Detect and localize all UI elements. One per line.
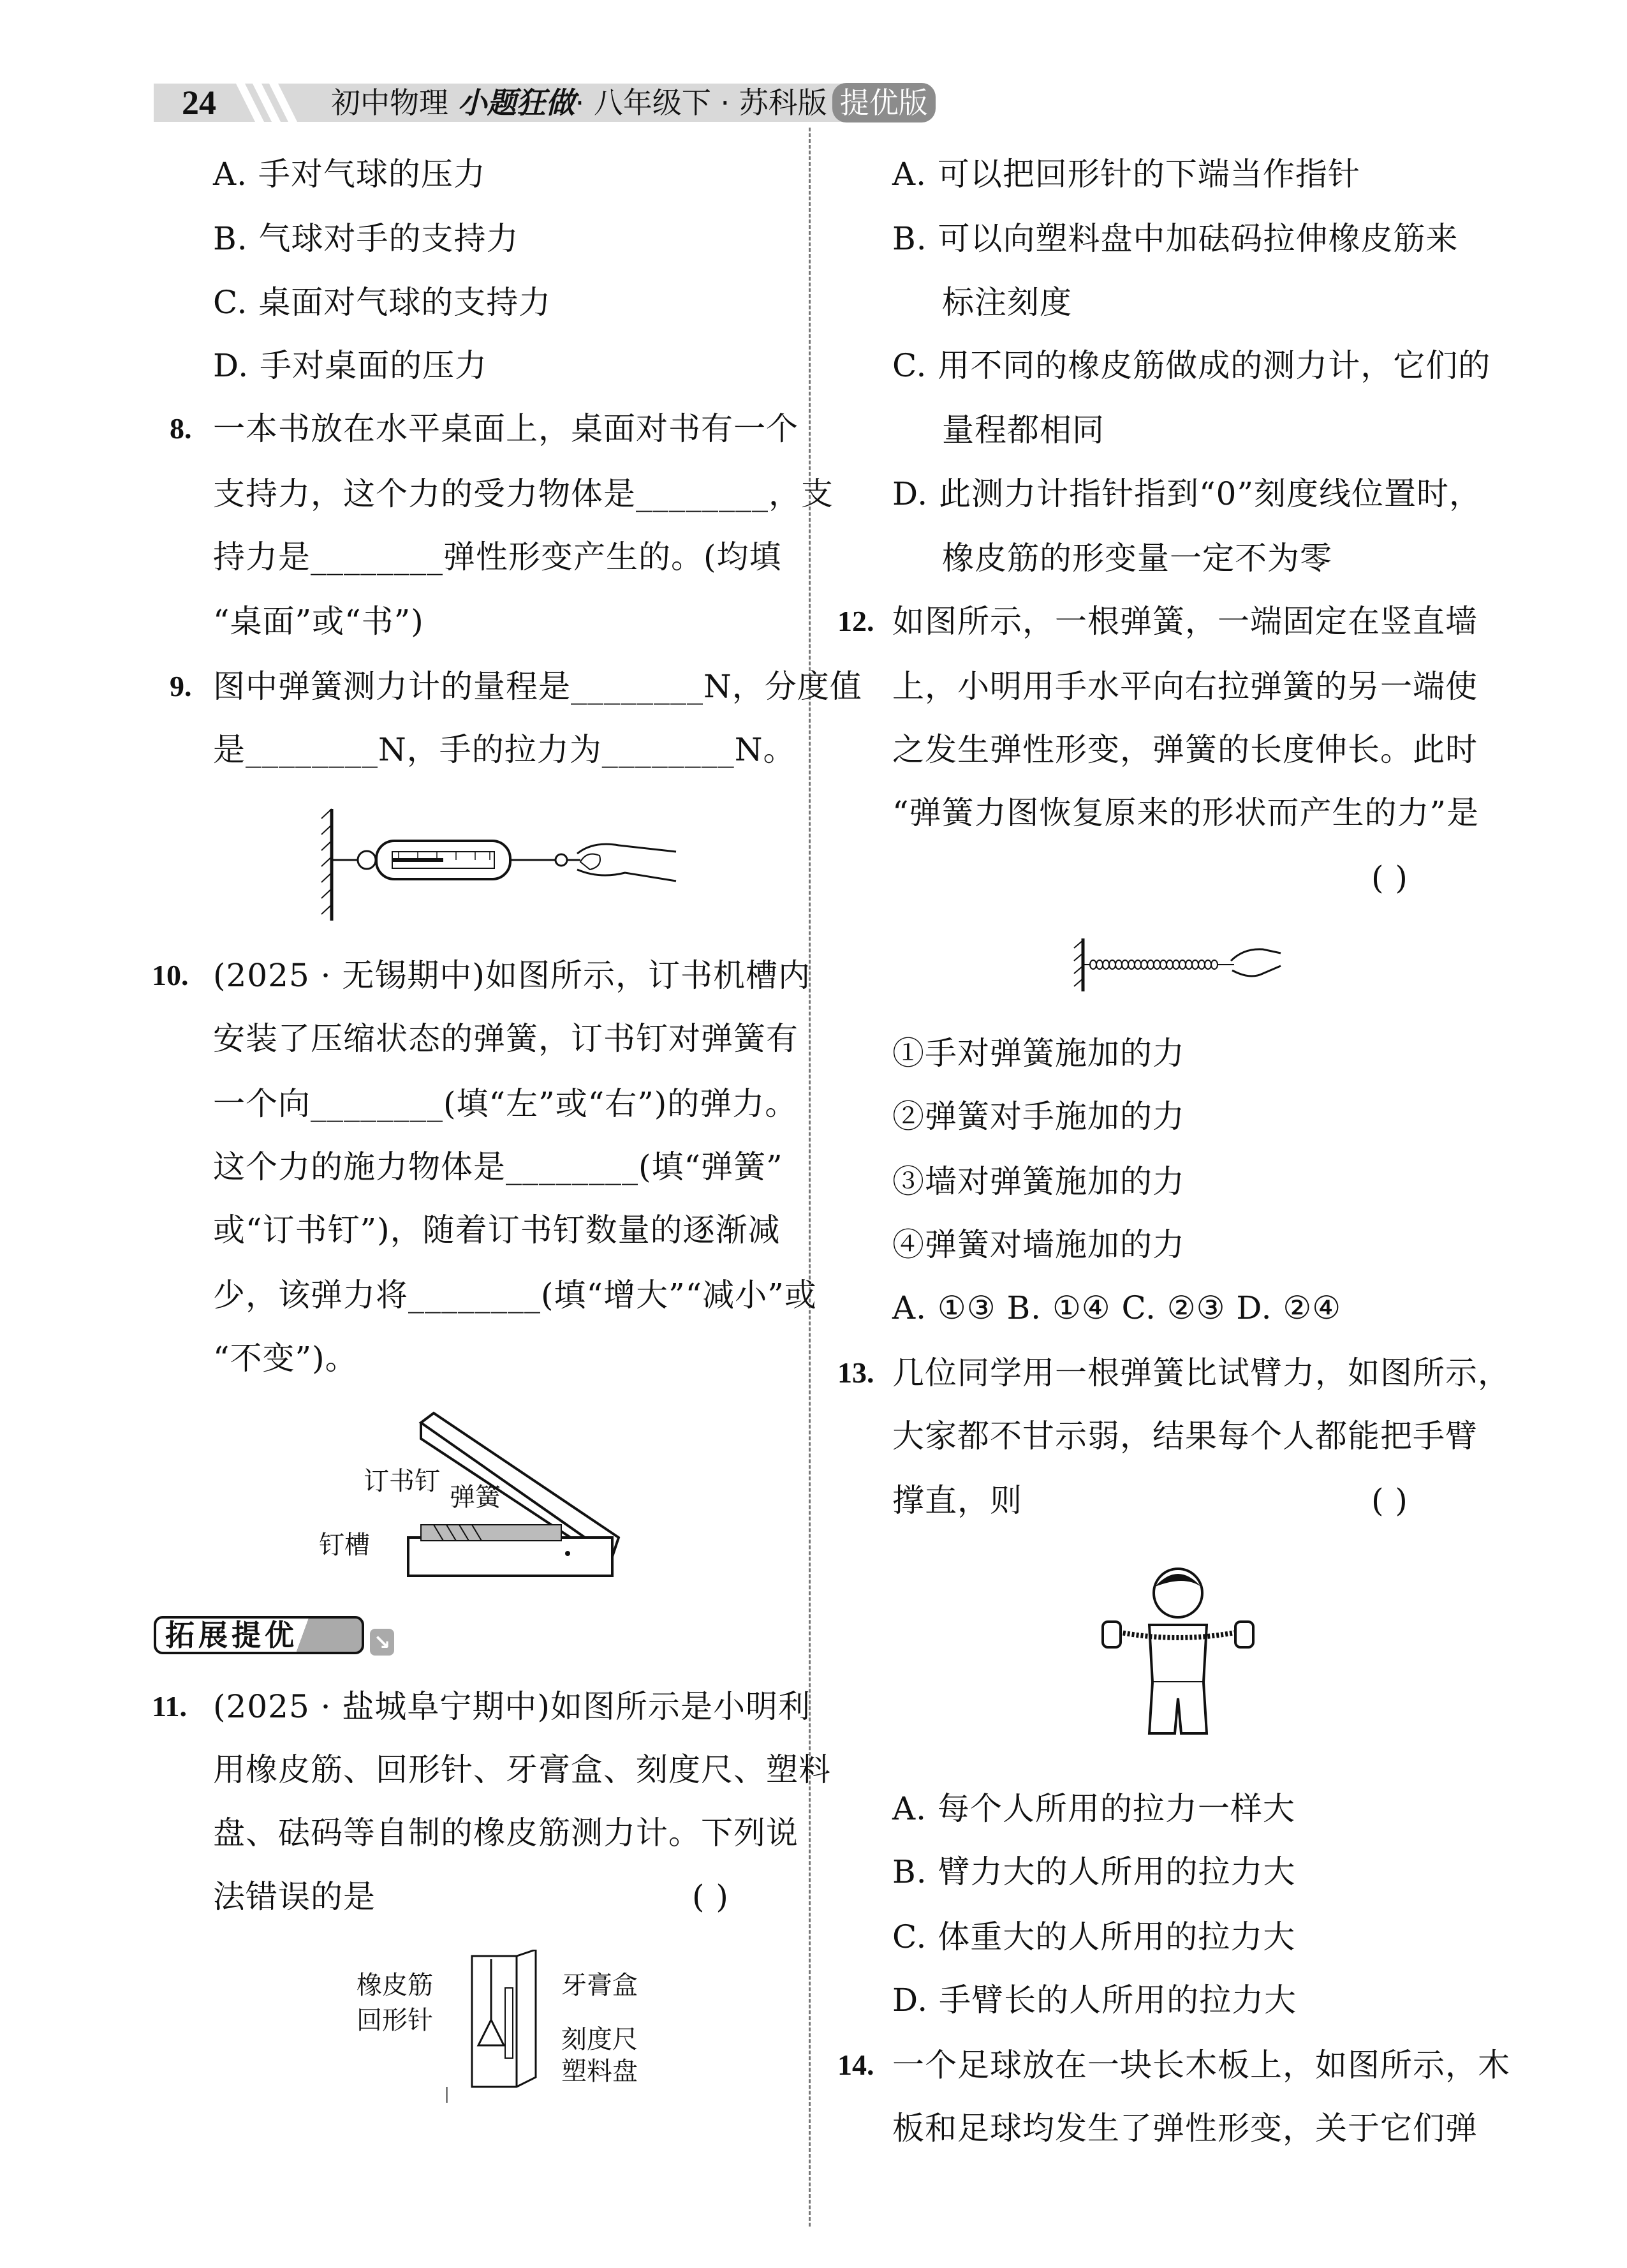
question-text: 一本书放在水平桌面上，桌面对书有一个	[213, 410, 799, 447]
label-paper-clip: 回形针	[357, 2006, 433, 2035]
question-text: 用橡皮筋、回形针、牙膏盒、刻度尺、塑料	[213, 1751, 831, 1788]
statement-4: ④弹簧对墙施加的力	[892, 1226, 1185, 1263]
label-staple: 订书钉	[364, 1467, 440, 1496]
question-text: 持力是________弹性形变产生的。(均填	[213, 538, 782, 575]
option-b: B. 可以向塑料盘中加砝码拉伸橡皮筋来	[892, 220, 1459, 257]
question-number: 14.	[837, 2049, 874, 2081]
option-b: B. 气球对手的支持力	[213, 220, 519, 257]
option-c: C. 桌面对气球的支持力	[213, 284, 552, 321]
answer-paren: ( )	[692, 1878, 729, 1915]
option-a: A. 可以把回形针的下端当作指针	[892, 156, 1360, 193]
arrow-icon: ↘	[370, 1629, 394, 1656]
grade: · 八年级下 · 苏科版	[575, 85, 827, 120]
wall-spring-figure	[1071, 935, 1282, 994]
question-text: 大家都不甘示弱，结果每个人都能把手臂	[892, 1418, 1478, 1455]
option-c: C. 用不同的橡皮筋做成的测力计，它们的	[892, 347, 1491, 384]
question-number: 10.	[152, 959, 189, 991]
question-text: 支持力，这个力的受力物体是________，支	[213, 475, 834, 512]
question-text: 板和足球均发生了弹性形变，关于它们弹	[892, 2110, 1478, 2147]
page-number: 24	[182, 84, 216, 122]
question-text: (2025 · 盐城阜宁期中)如图所示是小明利	[213, 1688, 811, 1725]
label-toothpaste-box: 牙膏盒	[561, 1971, 638, 2000]
option-d: D. 手臂长的人所用的拉力大	[892, 1982, 1297, 2019]
option-c: C. 体重大的人所用的拉力大	[892, 1918, 1296, 1955]
question-text: 一个足球放在一块长木板上，如图所示，木	[892, 2047, 1510, 2084]
question-text: 一个向________(填“左”或“右”)的弹力。	[213, 1085, 798, 1122]
option-d-cont: 橡皮筋的形变量一定不为零	[942, 540, 1332, 577]
question-text: 图中弹簧测力计的量程是________N，分度值	[213, 668, 862, 705]
option-b: B. 臂力大的人所用的拉力大	[892, 1853, 1296, 1890]
label-spring: 弹簧	[450, 1483, 501, 1512]
label-plastic-tray: 塑料盘	[561, 2057, 638, 2086]
question-text: 安装了压缩状态的弹簧，订书钉对弹簧有	[213, 1020, 799, 1057]
option-c-cont: 量程都相同	[942, 411, 1105, 448]
column-divider	[809, 128, 811, 2227]
option-a: A. 手对气球的压力	[213, 156, 486, 193]
statement-3: ③墙对弹簧施加的力	[892, 1163, 1185, 1200]
stapler-figure	[395, 1410, 625, 1585]
question-number: 11.	[152, 1690, 187, 1723]
subject: 初中物理	[331, 85, 448, 120]
statement-2: ②弹簧对手施加的力	[892, 1098, 1185, 1135]
label-slot: 钉槽	[319, 1531, 370, 1560]
brand-logo: 小题狂做	[457, 85, 575, 120]
question-number: 13.	[837, 1356, 874, 1389]
question-number: 12.	[837, 605, 874, 637]
question-text: 撑直，则	[892, 1482, 1022, 1519]
option-a: A. 每个人所用的拉力一样大	[892, 1790, 1295, 1827]
header-title	[331, 83, 936, 122]
question-text: 上，小明用手水平向右拉弹簧的另一端使	[892, 668, 1478, 705]
question-text: 或“订书钉”)，随着订书钉数量的逐渐减	[213, 1212, 781, 1249]
question-text: 几位同学用一根弹簧比试臂力，如图所示，	[892, 1354, 1510, 1391]
q12-options: A. ①③ B. ①④ C. ②③ D. ②④	[892, 1289, 1342, 1326]
statement-1: ①手对弹簧施加的力	[892, 1035, 1185, 1072]
question-text: 是________N，手的拉力为________N。	[213, 731, 796, 768]
question-number: 9.	[170, 670, 192, 702]
answer-paren: ( )	[1371, 859, 1408, 896]
question-text: “桌面”或“书”)	[213, 603, 424, 640]
label-rubber-band: 橡皮筋	[357, 1971, 433, 2000]
option-d: D. 手对桌面的压力	[213, 347, 488, 384]
header-stripes	[236, 84, 313, 122]
rubber-band-scale-figure	[446, 1950, 555, 2103]
question-text: 少，该弹力将________(填“增大”“减小”或	[213, 1277, 817, 1314]
spring-scale-figure	[319, 806, 682, 924]
label-ruler: 刻度尺	[561, 2025, 638, 2054]
option-d: D. 此测力计指针指到“0”刻度线位置时，	[892, 475, 1482, 512]
question-number: 8.	[170, 412, 192, 445]
option-b-cont: 标注刻度	[942, 284, 1072, 321]
question-text: 法错误的是	[213, 1878, 376, 1915]
section-badge: 拓展提优	[154, 1616, 364, 1654]
question-text: 这个力的施力物体是________(填“弹簧”	[213, 1148, 783, 1185]
question-text: “不变”)。	[213, 1340, 358, 1377]
question-text: 盘、砝码等自制的橡皮筋测力计。下列说	[213, 1814, 799, 1851]
question-text: 之发生弹性形变，弹簧的长度伸长。此时	[892, 731, 1478, 768]
edition-badge: 提优版	[832, 83, 936, 122]
question-text: “弹簧力图恢复原来的形状而产生的力”是	[892, 794, 1480, 831]
answer-paren: ( )	[1371, 1482, 1408, 1519]
person-spring-figure	[1089, 1561, 1267, 1743]
question-text: (2025 · 无锡期中)如图所示，订书机槽内	[213, 957, 811, 994]
question-text: 如图所示，一根弹簧，一端固定在竖直墙	[892, 603, 1478, 640]
